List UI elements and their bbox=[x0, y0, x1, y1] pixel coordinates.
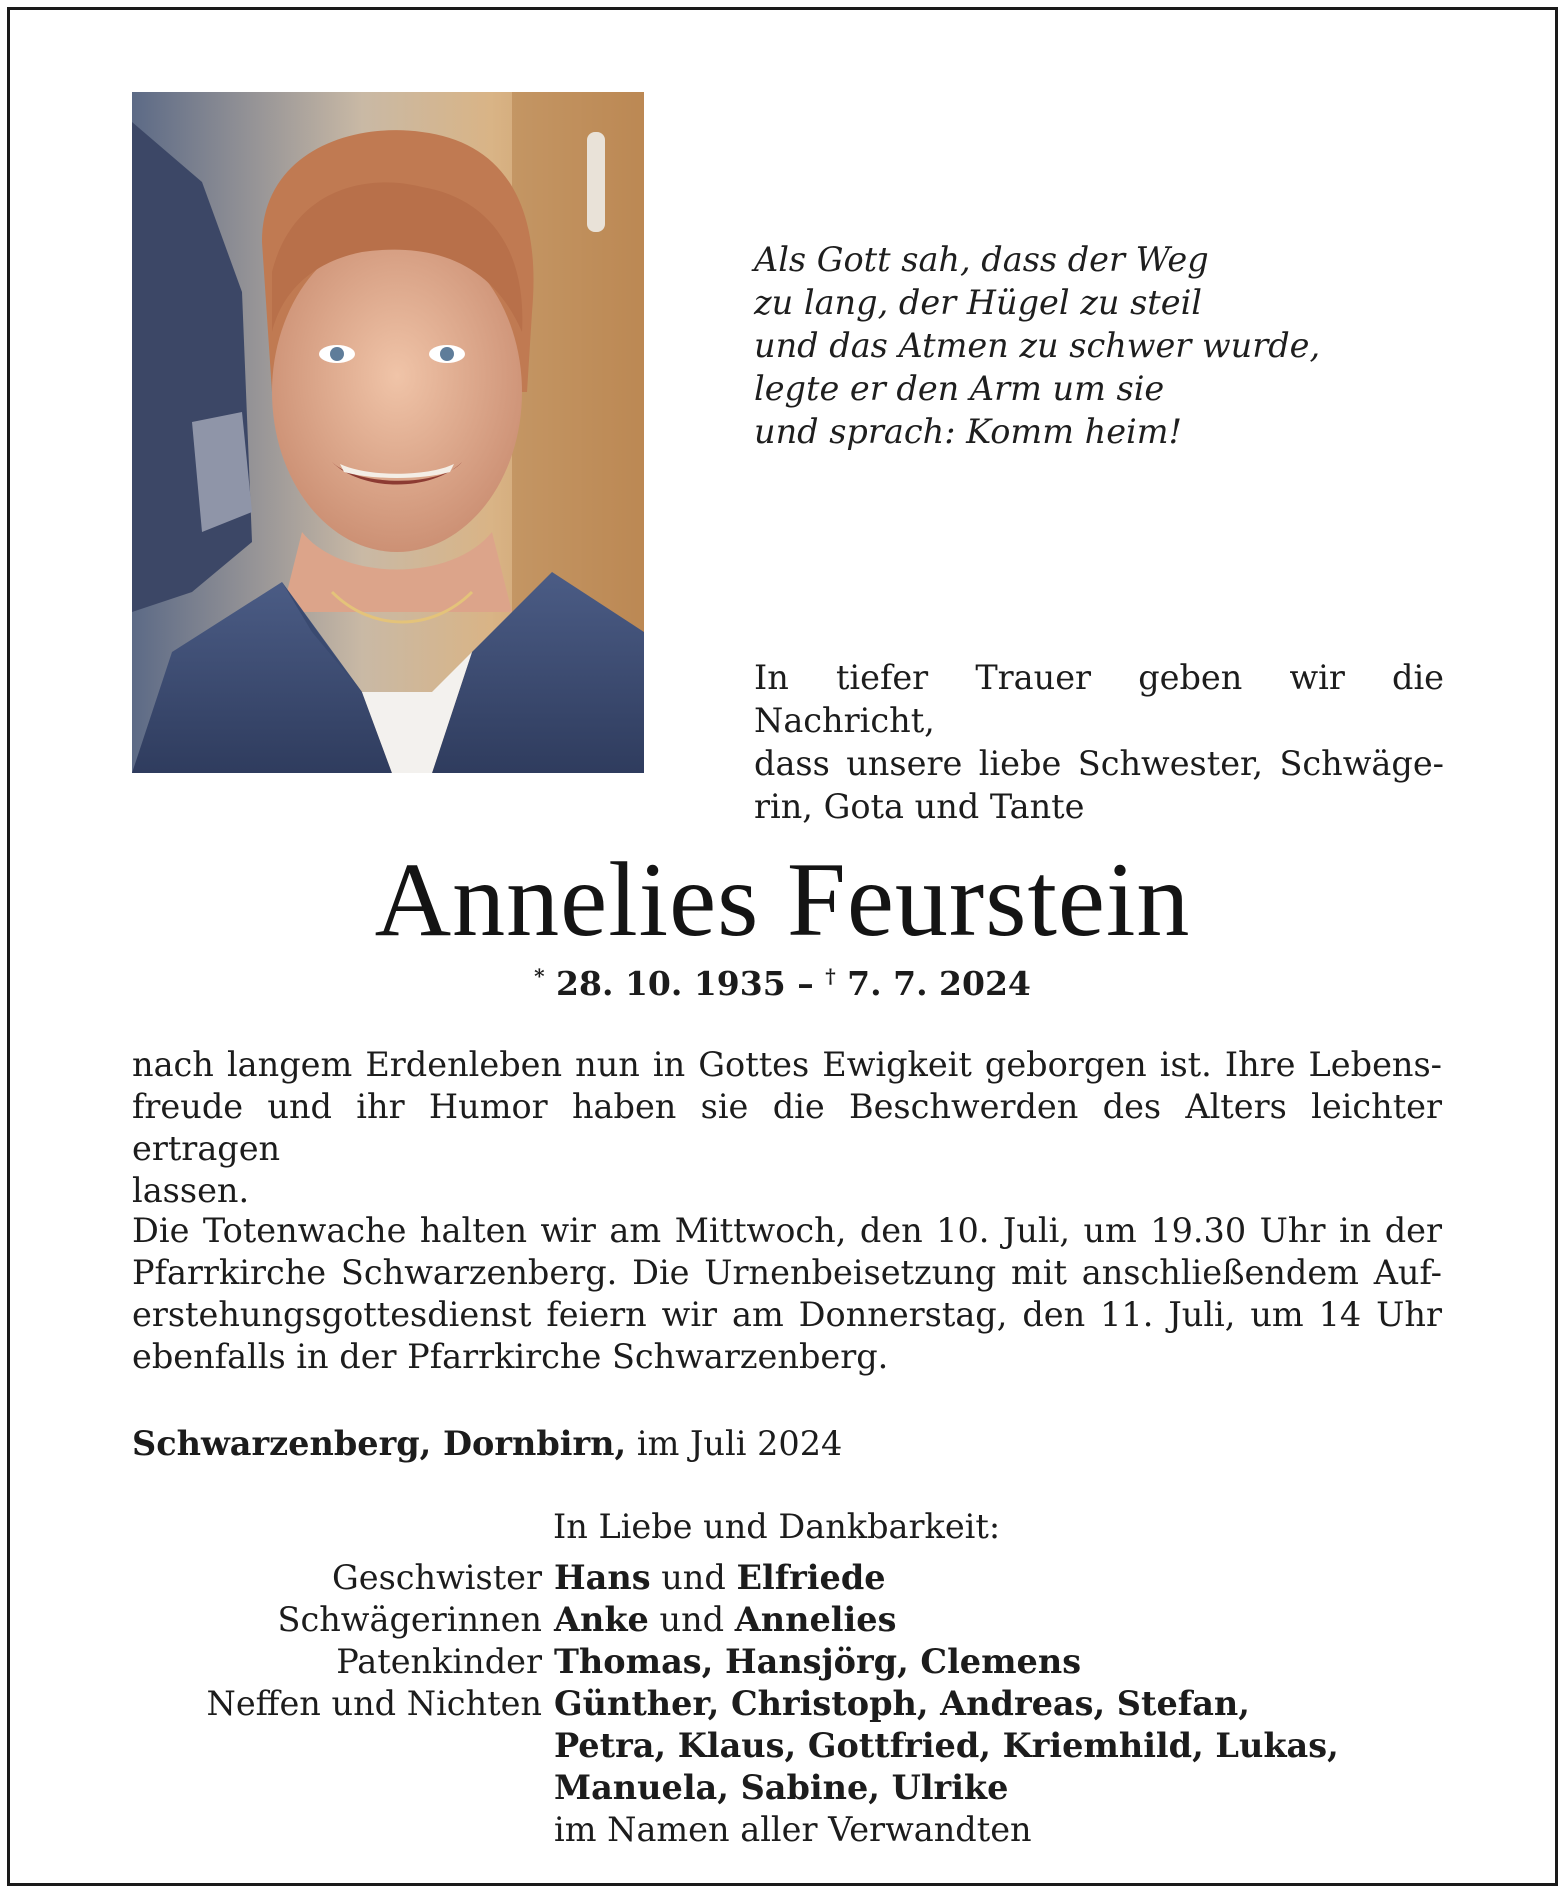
relatives-list bbox=[132, 1557, 1462, 1851]
relative-names: Günther, Christoph, Andreas, Stefan, bbox=[554, 1684, 1250, 1723]
obituary-page bbox=[7, 7, 1558, 1886]
paragraph-funeral-details bbox=[132, 1210, 1442, 1378]
intro-line: rin, Gota und Tante bbox=[754, 787, 1085, 826]
relation-label: Schwägerinnen bbox=[277, 1600, 542, 1639]
intro-text bbox=[754, 656, 1444, 828]
date-dash: – bbox=[797, 964, 814, 1003]
relation-names bbox=[554, 1557, 1462, 1599]
relation-names bbox=[554, 1725, 1462, 1767]
relatives-row bbox=[132, 1599, 1462, 1641]
relatives-row bbox=[132, 1641, 1462, 1683]
death-symbol: † bbox=[825, 964, 836, 988]
portrait-photo bbox=[132, 92, 644, 773]
relative-name: Anke bbox=[554, 1600, 649, 1639]
intro-line: In tiefer Trauer geben wir die Nachricht, bbox=[754, 658, 1444, 740]
deceased-name: Annelies Feurstein bbox=[374, 841, 1191, 958]
relation-label: Neffen und Nichten bbox=[206, 1684, 542, 1723]
relative-name: Hans bbox=[554, 1558, 651, 1597]
relation-label bbox=[132, 1767, 554, 1809]
relatives-row bbox=[132, 1557, 1462, 1599]
relatives-row bbox=[132, 1767, 1462, 1809]
name-separator: und bbox=[648, 1600, 735, 1639]
death-date: 7. 7. 2024 bbox=[847, 964, 1031, 1003]
intro-line: dass unsere liebe Schwester, Schwäge- bbox=[754, 744, 1444, 783]
paragraph-line: freude und ihr Humor haben sie die Beschwerden des Alters leichter ertragen bbox=[132, 1087, 1442, 1168]
paragraph-announcement bbox=[132, 1044, 1442, 1212]
paragraph-line: ebenfalls in der Pfarrkirche Schwarzenberg. bbox=[132, 1337, 889, 1376]
paragraph-line: Die Totenwache halten wir am Mittwoch, den 10. Juli, um 19.30 Uhr in der bbox=[132, 1211, 1442, 1250]
poem-line: zu lang, der Hügel zu steil bbox=[754, 283, 1203, 322]
name-separator: und bbox=[650, 1558, 737, 1597]
thanks-heading: In Liebe und Dankbarkeit: bbox=[553, 1507, 1001, 1546]
relation-names bbox=[554, 1599, 1462, 1641]
relation-label bbox=[132, 1725, 554, 1767]
relative-name: Annelies bbox=[734, 1600, 897, 1639]
paragraph-line: Pfarrkirche Schwarzenberg. Die Urnenbeisetzung mit anschließendem Auf- bbox=[132, 1253, 1442, 1292]
life-dates bbox=[10, 962, 1555, 1006]
poem-line: legte er den Arm um sie bbox=[754, 369, 1165, 408]
paragraph-line: nach langem Erdenleben nun in Gottes Ewigkeit geborgen ist. Ihre Lebens- bbox=[132, 1045, 1442, 1084]
place-locations: Schwarzenberg, Dornbirn, bbox=[132, 1424, 627, 1463]
relation-names bbox=[554, 1767, 1462, 1809]
relatives-row bbox=[132, 1725, 1462, 1767]
birth-date: 28. 10. 1935 bbox=[556, 964, 786, 1003]
relatives-row bbox=[132, 1809, 1462, 1851]
relation-closing: im Namen aller Verwandten bbox=[554, 1810, 1032, 1849]
relative-name: Elfriede bbox=[736, 1558, 886, 1597]
relatives-row bbox=[132, 1683, 1462, 1725]
relative-names: Thomas, Hansjörg, Clemens bbox=[554, 1642, 1082, 1681]
portrait-image bbox=[132, 92, 644, 773]
paragraph-line: lassen. bbox=[132, 1171, 250, 1210]
poem-line: und sprach: Komm heim! bbox=[754, 412, 1182, 451]
place-date: im Juli 2024 bbox=[636, 1424, 843, 1463]
relation-label: Geschwister bbox=[332, 1558, 542, 1597]
relative-names: Petra, Klaus, Gottfried, Kriemhild, Lukas, bbox=[554, 1726, 1339, 1765]
poem-line: und das Atmen zu schwer wurde, bbox=[754, 326, 1321, 365]
paragraph-line: erstehungsgottesdienst feiern wir am Donnerstag, den 11. Juli, um 14 Uhr bbox=[132, 1295, 1442, 1334]
place-and-date bbox=[132, 1422, 842, 1466]
relation-label bbox=[132, 1809, 554, 1851]
relative-names: Manuela, Sabine, Ulrike bbox=[554, 1768, 1009, 1807]
poem bbox=[754, 238, 1514, 453]
relation-names bbox=[554, 1641, 1462, 1683]
relation-names bbox=[554, 1683, 1462, 1725]
poem-line: Als Gott sah, dass der Weg bbox=[754, 240, 1209, 279]
birth-symbol: * bbox=[534, 964, 545, 988]
relation-label: Patenkinder bbox=[336, 1642, 542, 1681]
